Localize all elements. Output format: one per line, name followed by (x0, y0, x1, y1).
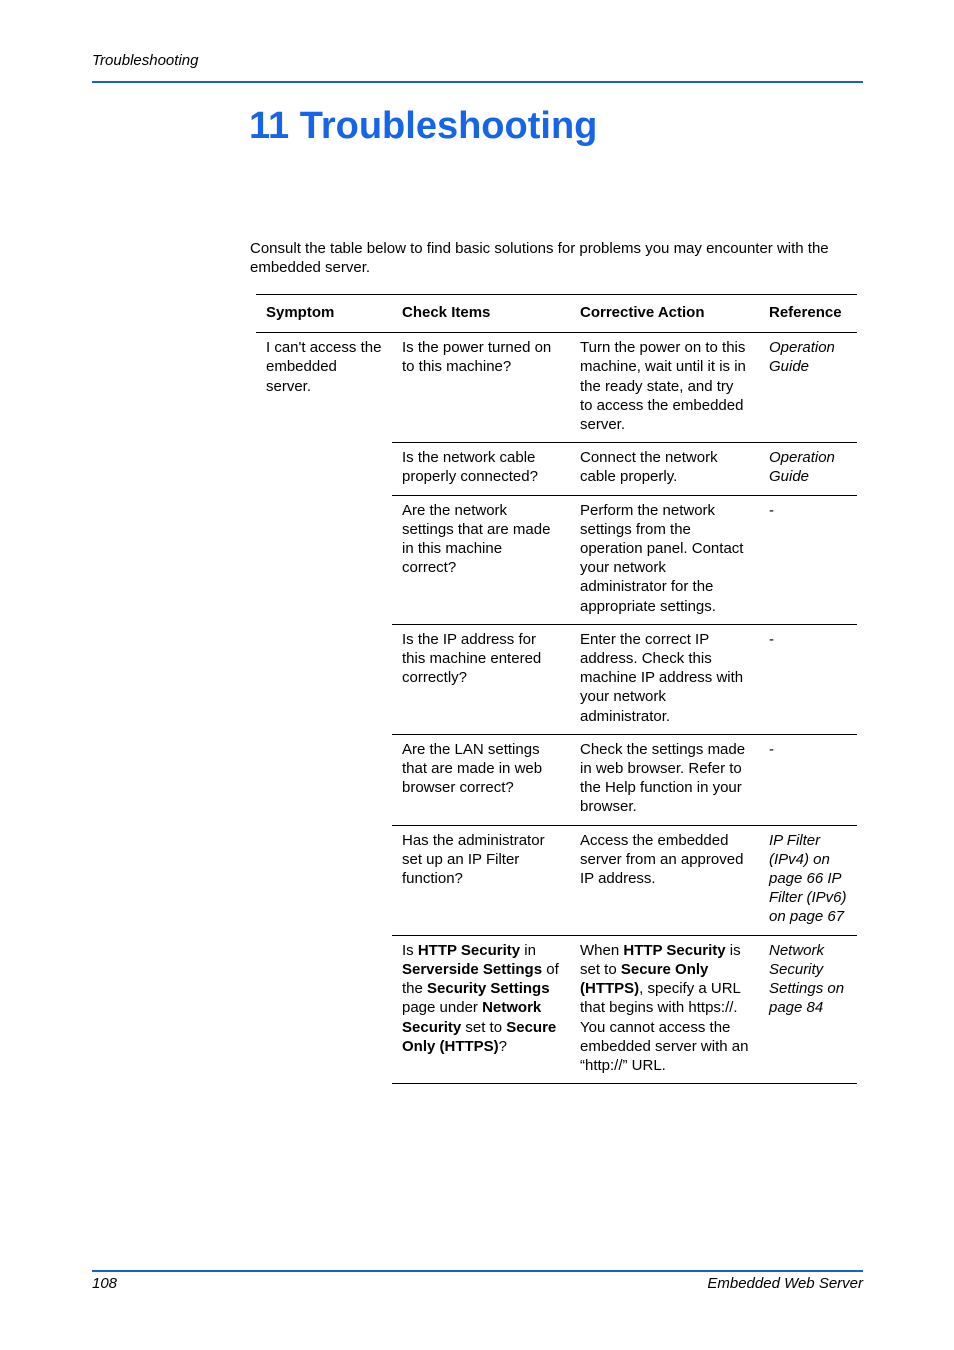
reference-cell: - (759, 734, 857, 825)
text-run: set to (461, 1018, 507, 1036)
page-number: 108 (92, 1275, 118, 1292)
check-item-cell: Are the LAN settings that are made in web browser correct? (392, 734, 570, 825)
column-header-reference: Reference (759, 295, 857, 333)
column-header-symptom: Symptom (256, 295, 392, 333)
running-header: Troubleshooting (92, 52, 199, 69)
text-run: When (580, 941, 624, 959)
reference-cell: Operation Guide (759, 443, 857, 495)
bold-term: Secure Only (HTTPS) (580, 960, 709, 998)
corrective-action-cell: Connect the network cable properly. (570, 443, 759, 495)
text-run: , specify a URL that begins with https://. You cannot access the embedded server with an “http://” URL. (580, 980, 749, 1074)
reference-cell: Operation Guide (759, 333, 857, 443)
text-run: page under (402, 999, 483, 1017)
table-row (256, 333, 857, 443)
corrective-action-cell: Check the settings made in web browser. Refer to the Help function in your browser. (570, 734, 759, 825)
header-rule (92, 81, 863, 83)
bold-term: HTTP Security (623, 941, 726, 959)
footer-product-name: Embedded Web Server (707, 1275, 863, 1292)
text-run: is set to (580, 941, 741, 978)
check-item-cell: Is the network cable properly connected? (392, 443, 570, 495)
corrective-action-cell: Access the embedded server from an approved IP address. (570, 825, 759, 935)
check-item-cell: Has the administrator set up an IP Filter function? (392, 825, 570, 935)
footer-rule (92, 1270, 863, 1272)
bold-term: Serverside Settings (402, 960, 543, 978)
check-item-cell: Is the IP address for this machine entered correctly? (392, 624, 570, 734)
bold-term: HTTP Security (417, 941, 521, 959)
reference-cell: - (759, 495, 857, 624)
reference-cell: - (759, 624, 857, 734)
troubleshooting-table (256, 294, 857, 1084)
table-header-row (256, 295, 857, 333)
bold-term: Secure Only (HTTPS) (402, 1018, 557, 1055)
bold-term: Network Security (402, 999, 542, 1036)
corrective-action-cell: Turn the power on to this machine, wait until it is in the ready state, and try to access the embedded server. (570, 333, 759, 443)
check-item-cell: Are the network settings that are made in this machine correct? (392, 495, 570, 624)
column-header-corrective-action: Corrective Action (570, 295, 759, 333)
reference-cell: IP Filter (IPv4) on page 66 IP Filter (IPv6) on page 67 (759, 825, 857, 935)
corrective-action-cell: Enter the correct IP address. Check this machine IP address with your network administrator. (570, 624, 759, 734)
check-item-cell: Is the power turned on to this machine? (392, 333, 570, 443)
text-run: of the (402, 960, 559, 998)
corrective-action-cell (570, 935, 759, 1083)
text-run: ? (498, 1037, 508, 1055)
intro-paragraph: Consult the table below to find basic solutions for problems you may encounter with the embedded server. (250, 240, 829, 276)
column-header-check-items: Check Items (392, 295, 570, 333)
bold-term: Security Settings (427, 980, 550, 998)
text-run: Is (402, 941, 418, 959)
reference-cell: Network Security Settings on page 84 (759, 935, 857, 1083)
symptom-cell: I can't access the embedded server. (266, 339, 382, 395)
text-run: in (520, 941, 536, 959)
corrective-action-cell: Perform the network settings from the operation panel. Contact your network administrator for the appropriate settings. (570, 495, 759, 624)
check-item-cell (392, 935, 570, 1083)
chapter-title: 11 Troubleshooting (249, 105, 598, 147)
